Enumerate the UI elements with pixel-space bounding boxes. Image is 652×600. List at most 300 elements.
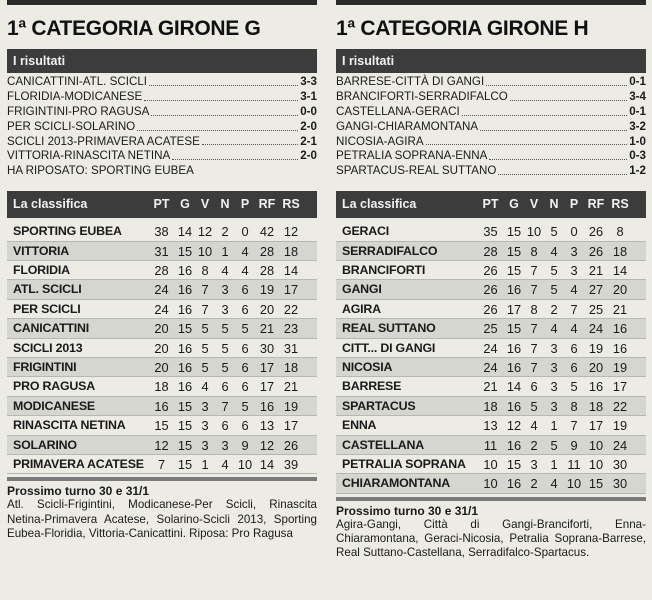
stat-rf: 15 [588,476,604,492]
stat-rf: 16 [259,398,275,414]
stat-n: 4 [221,456,229,472]
stat-n: 5 [550,437,558,453]
standings-row [7,319,317,338]
next-round [336,497,646,561]
stat-g: 15 [506,243,522,259]
next-round-title: Prossimo turno 30 e 31/1 [336,503,479,518]
stat-n: 5 [550,263,558,279]
stat-p: 10 [566,476,582,492]
leader-dots [172,149,298,160]
stat-rs: 14 [283,263,299,279]
team-name: NICOSIA [342,359,393,374]
standings-header [7,191,317,218]
team-name: SERRADIFALCO [342,243,438,258]
stat-v: 7 [530,263,538,279]
result-score: 2-0 [300,119,317,133]
team-name: AGIRA [342,301,381,316]
stat-pt: 10 [483,476,498,492]
stat-pt: 16 [154,398,169,414]
stat-p: 6 [570,359,578,375]
result-score: 3-2 [629,119,646,133]
stat-g: 16 [506,398,522,414]
stat-n: 1 [221,243,229,259]
stat-g: 15 [506,224,522,240]
standings-row [336,397,646,416]
stat-rs: 18 [612,243,628,259]
top-rule [336,0,646,5]
stat-pt: 24 [154,301,169,317]
result-match: HA RIPOSATO: SPORTING EUBEA [7,164,194,178]
result-match: GANGI-CHIARAMONTANA [336,119,479,133]
stat-v: 10 [197,243,213,259]
stat-n: 2 [550,301,558,317]
stat-v: 5 [201,340,209,356]
stat-n: 5 [221,359,229,375]
stat-g: 12 [506,418,522,434]
result-match: BRANCIFORTI-SERRADIFALCO [336,89,508,103]
stat-rs: 26 [283,437,299,453]
girone-h-title: 1ª CATEGORIA GIRONE H [336,17,589,40]
stat-p: 3 [570,243,578,259]
result-row [336,75,646,90]
result-score: 1-2 [629,164,646,178]
stat-v: 7 [530,340,538,356]
stat-rs: 17 [283,418,299,434]
stat-pt: 21 [483,379,498,395]
stat-rs: 19 [612,418,628,434]
stat-pt: 13 [483,418,498,434]
leader-dots [426,135,628,146]
stat-p: 7 [570,301,578,317]
stat-g: 15 [177,437,193,453]
stat-rf: 19 [588,340,604,356]
header-n: N [220,197,230,212]
stat-n: 4 [550,476,558,492]
standings-row [336,261,646,280]
header-rs: RS [282,197,300,212]
stat-g: 14 [506,379,522,395]
result-score: 2-0 [300,149,317,163]
result-score: 0-1 [629,104,646,118]
stat-rs: 20 [612,282,628,298]
standings-table [7,222,317,474]
stat-v: 5 [201,321,209,337]
stat-p: 9 [570,437,578,453]
leader-dots [151,105,298,116]
stat-n: 5 [550,224,558,240]
stat-g: 16 [506,282,522,298]
stat-rs: 22 [283,301,299,317]
team-name: ATL. SCICLI [13,282,82,297]
stat-n: 6 [221,418,229,434]
result-score: 3-4 [629,89,646,103]
stat-rf: 16 [588,379,604,395]
stat-n: 3 [550,398,558,414]
standings-row [336,436,646,455]
result-row [336,90,646,105]
top-rule [7,0,317,5]
result-score: 1-0 [629,134,646,148]
stat-g: 16 [177,359,193,375]
stat-p: 5 [241,398,249,414]
stat-p: 4 [241,263,249,279]
stat-n: 3 [550,379,558,395]
stat-rf: 17 [588,418,604,434]
stat-rf: 12 [259,437,275,453]
stat-pt: 18 [154,379,169,395]
stat-p: 9 [241,437,249,453]
stat-g: 14 [177,224,193,240]
team-name: CANICATTINI [13,321,90,336]
stat-g: 16 [177,263,193,279]
stat-rf: 28 [259,243,275,259]
stat-v: 2 [530,476,538,492]
stat-v: 3 [201,398,209,414]
stat-p: 5 [241,321,249,337]
stat-p: 7 [570,418,578,434]
stat-pt: 31 [154,243,169,259]
next-round-title: Prossimo turno 30 e 31/1 [7,484,150,499]
stat-g: 15 [177,418,193,434]
result-score: 0-3 [629,149,646,163]
results-list [7,75,317,179]
stat-g: 15 [177,321,193,337]
girone-g-title: 1ª CATEGORIA GIRONE G [7,17,261,40]
stat-g: 16 [177,379,193,395]
header-v: V [200,197,210,212]
stat-rf: 19 [259,282,275,298]
result-score: 0-0 [300,104,317,118]
stat-rs: 16 [612,340,628,356]
stat-v: 2 [530,437,538,453]
result-row [7,135,317,150]
standings-row [7,358,317,377]
standings-row [336,358,646,377]
result-match: PER SCICLI-SOLARINO [7,119,136,133]
stat-rs: 39 [283,456,299,472]
stat-g: 15 [506,321,522,337]
stat-p: 5 [570,379,578,395]
standings-row [336,377,646,396]
stat-rs: 24 [612,437,628,453]
result-score: 3-1 [300,89,317,103]
leader-dots [202,135,298,146]
leader-dots [149,75,298,86]
stat-v: 5 [201,359,209,375]
stat-p: 0 [241,224,249,240]
team-name: FRIGINTINI [13,359,77,374]
standings-table [336,222,646,493]
stat-rf: 21 [588,263,604,279]
stat-rf: 10 [588,456,604,472]
header-pt: PT [482,197,499,212]
stat-v: 7 [530,282,538,298]
stat-n: 5 [221,340,229,356]
team-name: GERACI [342,224,389,239]
team-name: VITTORIA [13,243,69,258]
team-name: PETRALIA SOPRANA [342,456,466,471]
leader-dots [462,105,628,116]
stat-rs: 30 [612,456,628,472]
result-match: PETRALIA SOPRANA-ENNA [336,149,488,163]
stat-p: 10 [237,456,253,472]
girone-h-column [336,0,646,560]
standings-row [7,455,317,474]
stat-p: 4 [241,243,249,259]
stat-v: 7 [530,321,538,337]
header-team: La classifica [13,197,88,212]
stat-p: 4 [570,282,578,298]
stat-rf: 13 [259,418,275,434]
team-name: PRIMAVERA ACATESE [13,456,144,471]
stat-rs: 19 [283,398,299,414]
stat-rf: 14 [259,456,275,472]
stat-pt: 24 [483,340,498,356]
stat-rf: 26 [588,224,604,240]
stat-pt: 10 [483,456,498,472]
stat-p: 4 [570,321,578,337]
stat-n: 3 [221,301,229,317]
stat-rf: 26 [588,243,604,259]
stat-n: 3 [221,437,229,453]
stat-rf: 27 [588,282,604,298]
stat-v: 7 [201,301,209,317]
result-match: NICOSIA-AGIRA [336,134,424,148]
stat-p: 6 [241,359,249,375]
stat-n: 1 [550,418,558,434]
standings-row [336,280,646,299]
result-score: 2-1 [300,134,317,148]
header-rf: RF [587,197,605,212]
standings-row [7,416,317,435]
team-name: GANGI [342,282,382,297]
stat-pt: 7 [157,456,166,472]
result-row [336,149,646,164]
team-name: CASTELLANA [342,437,424,452]
result-match: SCICLI 2013-PRIMAVERA ACATESE [7,134,200,148]
stat-pt: 12 [154,437,169,453]
stat-pt: 20 [154,340,169,356]
stat-g: 17 [506,301,522,317]
stat-rs: 8 [616,224,624,240]
stat-g: 15 [177,243,193,259]
stat-rf: 30 [259,340,275,356]
team-name: REAL SUTTANO [342,321,436,336]
stat-p: 6 [241,282,249,298]
header-v: V [529,197,539,212]
stat-pt: 24 [154,282,169,298]
stat-rs: 21 [283,379,299,395]
stat-v: 4 [530,418,538,434]
standings-row [7,222,317,241]
stat-g: 15 [177,398,193,414]
stat-n: 5 [550,282,558,298]
stat-pt: 24 [483,359,498,375]
stat-rs: 17 [612,379,628,395]
stat-v: 8 [530,243,538,259]
stat-n: 4 [221,263,229,279]
stat-pt: 15 [154,418,169,434]
stat-rs: 22 [612,398,628,414]
stat-p: 6 [241,301,249,317]
result-match: SPARTACUS-REAL SUTTANO [336,164,497,178]
stat-g: 15 [177,456,193,472]
result-row [7,105,317,120]
stat-v: 8 [530,301,538,317]
standings-row [7,397,317,416]
stat-pt: 18 [483,398,498,414]
team-name: MODICANESE [13,398,95,413]
stat-v: 3 [201,437,209,453]
stat-rf: 42 [259,224,275,240]
stat-g: 15 [506,263,522,279]
stat-pt: 28 [154,263,169,279]
standings-row [7,242,317,261]
header-g: G [180,197,190,212]
stat-n: 4 [550,243,558,259]
leader-dots [144,90,298,101]
result-match: CASTELLANA-GERACI [336,104,460,118]
standings-row [7,300,317,319]
results-header: I risultati [336,49,646,73]
team-name: SOLARINO [13,437,77,452]
stat-p: 6 [241,418,249,434]
standings-row [336,319,646,338]
stat-n: 6 [221,379,229,395]
stat-pt: 35 [483,224,498,240]
stat-p: 0 [570,224,578,240]
stat-p: 8 [570,398,578,414]
stat-rf: 18 [588,398,604,414]
stat-g: 16 [177,282,193,298]
team-name: PRO RAGUSA [13,379,95,394]
standings-row [7,261,317,280]
result-row [7,149,317,164]
standings-row [336,300,646,319]
team-name: SCICLI 2013 [13,340,83,355]
stat-rs: 21 [612,301,628,317]
team-name: FLORIDIA [13,263,70,278]
standings-row [7,436,317,455]
header-pt: PT [153,197,170,212]
stat-n: 1 [550,456,558,472]
stat-g: 16 [177,340,193,356]
leader-dots [510,90,627,101]
result-row [7,120,317,135]
header-p: P [240,197,250,212]
stat-rf: 28 [259,263,275,279]
team-name: ENNA [342,418,377,433]
stat-n: 7 [221,398,229,414]
leader-dots [486,75,627,86]
result-match: FLORIDIA-MODICANESE [7,89,143,103]
stat-v: 7 [530,359,538,375]
team-name: BARRESE [342,379,402,394]
stat-pt: 26 [483,263,498,279]
result-row [7,75,317,90]
stat-pt: 26 [483,301,498,317]
stat-p: 6 [570,340,578,356]
next-round-text: Atl. Scicli-Frigintini, Modicanese-Per Scicli, Rinascita Netina-Primavera Acatese, Solarino-Scicli 2013, Sporting Eubea-Floridia, Vittoria-Canicattini. Riposa: Pro Ragusa [7,498,317,540]
stat-pt: 20 [154,359,169,375]
result-row [336,120,646,135]
stat-pt: 25 [483,321,498,337]
team-name: SPARTACUS [342,398,416,413]
stat-v: 8 [201,263,209,279]
stat-p: 3 [570,263,578,279]
stat-p: 11 [567,456,581,472]
stat-v: 7 [201,282,209,298]
leader-dots [480,120,627,131]
standings-row [7,339,317,358]
stat-rs: 18 [283,359,299,375]
standings-row [336,416,646,435]
header-n: N [549,197,559,212]
stat-v: 1 [201,456,209,472]
header-p: P [569,197,579,212]
standings-header [336,191,646,218]
next-round [7,477,317,541]
standings-row [336,474,646,493]
standings-row [7,280,317,299]
result-match: CANICATTINI-ATL. SCICLI [7,75,147,88]
result-match: VITTORIA-RINASCITA NETINA [7,149,171,163]
stat-rf: 17 [259,359,275,375]
header-g: G [509,197,519,212]
stat-rf: 20 [588,359,604,375]
girone-g-column [7,0,317,541]
result-match: BARRESE-CITTÀ DI GANGI [336,75,485,88]
header-rf: RF [258,197,276,212]
stat-pt: 38 [154,224,169,240]
team-name: RINASCITA NETINA [13,418,126,433]
stat-n: 3 [550,340,558,356]
stat-pt: 28 [483,243,498,259]
team-name: CITT... DI GANGI [342,340,436,355]
stat-p: 6 [241,379,249,395]
standings-row [336,222,646,241]
result-score: 3-3 [300,75,317,88]
standings-row [336,242,646,261]
stat-v: 6 [530,379,538,395]
result-score: 0-1 [629,75,646,88]
stat-rs: 23 [283,321,299,337]
stat-g: 15 [506,456,522,472]
stat-rs: 16 [612,321,628,337]
rest-row [7,164,317,179]
leader-dots [498,164,627,175]
result-row [336,135,646,150]
next-round-text: Agira-Gangi, Città di Gangi-Branciforti, Enna-Chiaramontana, Geraci-Nicosia, Petralia Soprana-Barrese, Real Suttano-Castellana, Serradifalco-Spartacus. [336,517,646,560]
stat-pt: 26 [483,282,498,298]
standings-row [7,377,317,396]
stat-rf: 25 [588,301,604,317]
team-name: SPORTING EUBEA [13,224,122,239]
stat-rs: 12 [283,224,299,240]
stat-rs: 14 [612,263,628,279]
stat-rs: 19 [612,359,628,375]
team-name: CHIARAMONTANA [342,476,450,491]
standings-row [336,339,646,358]
stat-g: 16 [506,340,522,356]
stat-rf: 21 [259,321,275,337]
stat-rf: 20 [259,301,275,317]
results-header: I risultati [7,49,317,73]
stat-g: 16 [177,301,193,317]
stat-n: 2 [221,224,229,240]
result-row [336,105,646,120]
stat-rs: 30 [612,476,628,492]
